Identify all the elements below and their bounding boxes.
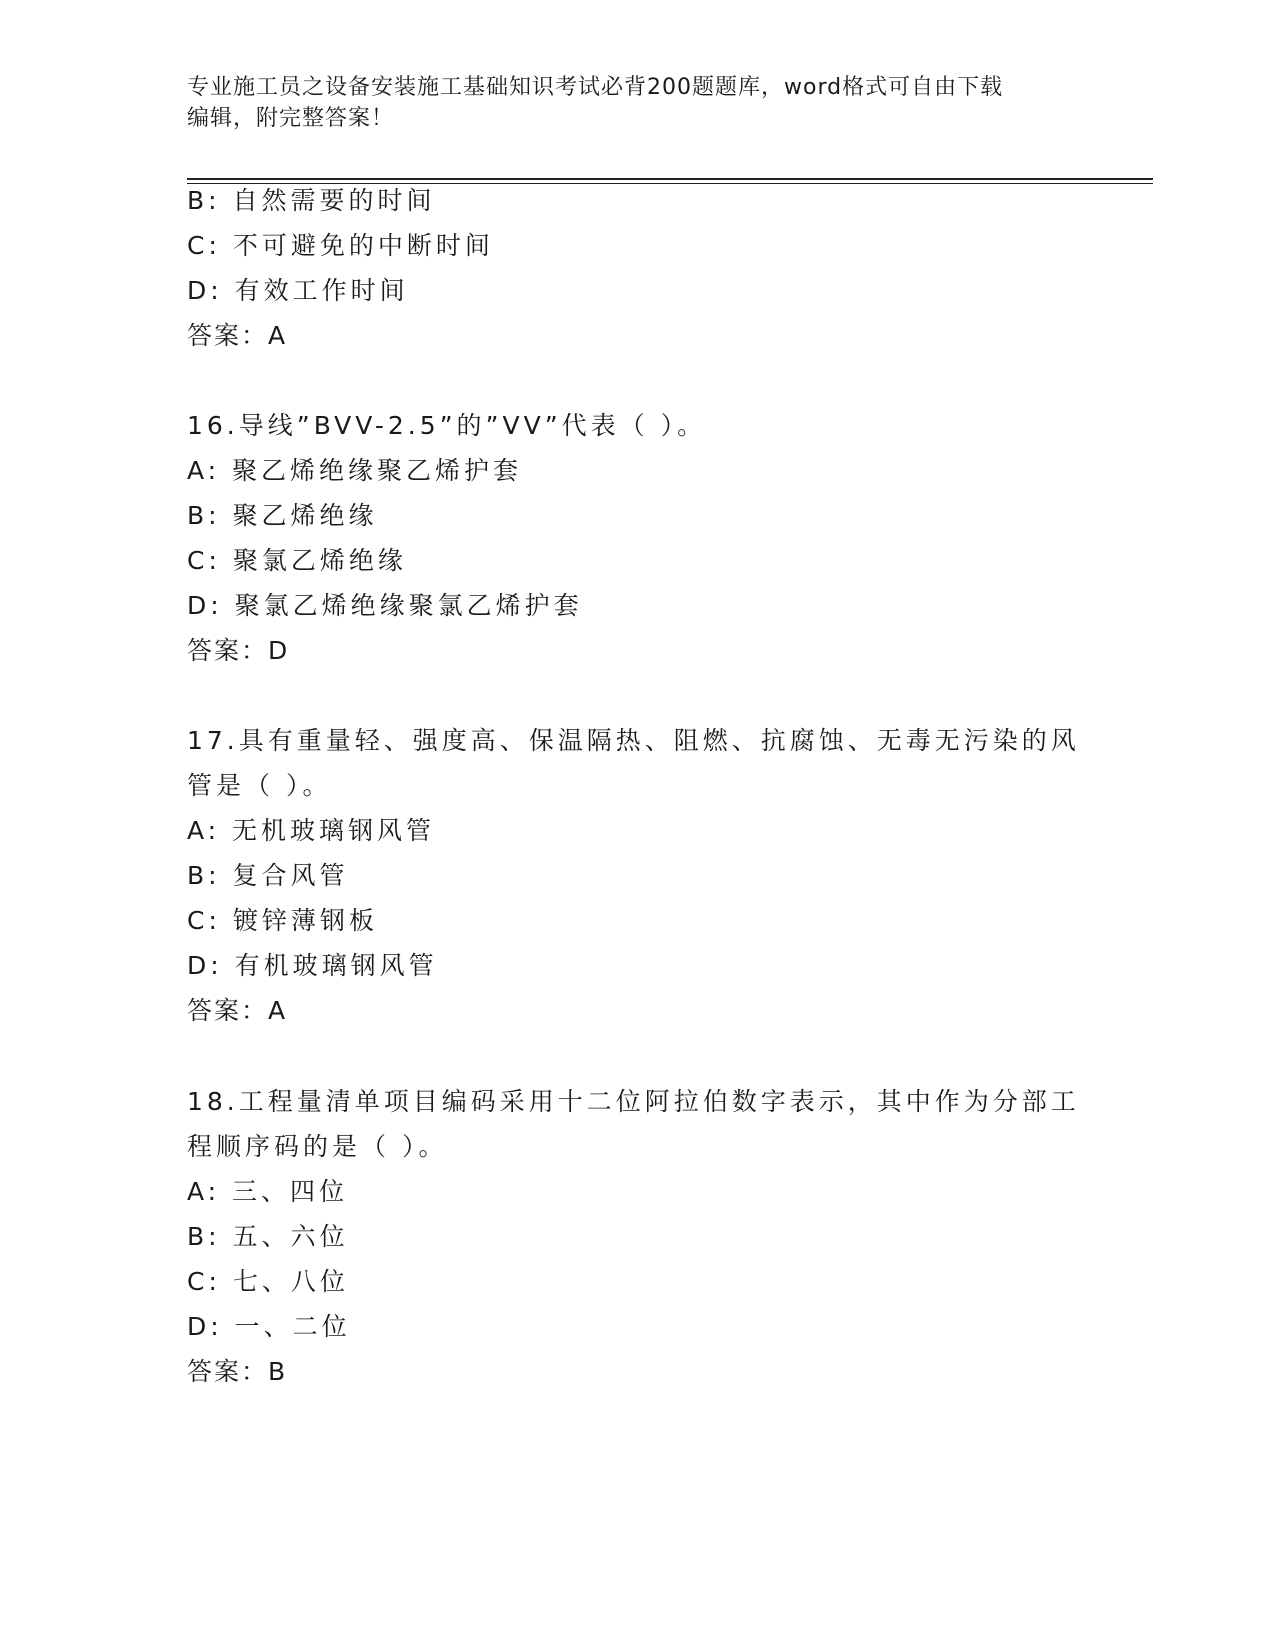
question-18-option-b: B: 五、六位 [187,1222,349,1251]
question-17-answer: 答案：A [187,996,288,1025]
prev-answer: 答案：A [187,321,288,350]
question-16-option-a: A: 聚乙烯绝缘聚乙烯护套 [187,456,523,485]
question-16-stem: 16.导线”BVV-2.5”的”VV”代表（ ）。 [187,411,707,440]
question-17-option-d: D: 有机玻璃钢风管 [187,951,438,980]
prev-option-d: D: 有效工作时间 [187,276,409,305]
question-17-option-a: A: 无机玻璃钢风管 [187,816,436,845]
question-17-stem-line-1: 17.具有重量轻、强度高、保温隔热、阻燃、抗腐蚀、无毒无污染的风 [187,726,1080,755]
question-17-option-b: B: 复合风管 [187,861,349,890]
question-18-answer: 答案：B [187,1357,288,1386]
question-18-option-a: A: 三、四位 [187,1177,349,1206]
document-header [187,72,1067,134]
question-18-option-d: D: 一、二位 [187,1312,351,1341]
question-16-option-c: C: 聚氯乙烯绝缘 [187,546,407,575]
question-18-stem-line-1: 18.工程量清单项目编码采用十二位阿拉伯数字表示，其中作为分部工 [187,1087,1080,1116]
question-16-answer: 答案：D [187,636,290,665]
prev-option-b: B: 自然需要的时间 [187,186,436,215]
question-18-stem-line-2: 程顺序码的是（ ）。 [187,1132,448,1161]
header-line-1: 专业施工员之设备安装施工基础知识考试必背200题题库，word格式可自由下载 [187,75,1004,100]
header-divider-thick [187,178,1153,180]
question-16-option-d: D: 聚氯乙烯绝缘聚氯乙烯护套 [187,591,583,620]
prev-option-c: C: 不可避免的中断时间 [187,231,494,260]
question-18-option-c: C: 七、八位 [187,1267,349,1296]
question-17-option-c: C: 镀锌薄钢板 [187,906,378,935]
question-17-stem-line-2: 管是（ ）。 [187,771,332,800]
question-16-option-b: B: 聚乙烯绝缘 [187,501,378,530]
header-divider-thin [187,183,1153,184]
header-line-2: 编辑，附完整答案！ [187,106,395,131]
